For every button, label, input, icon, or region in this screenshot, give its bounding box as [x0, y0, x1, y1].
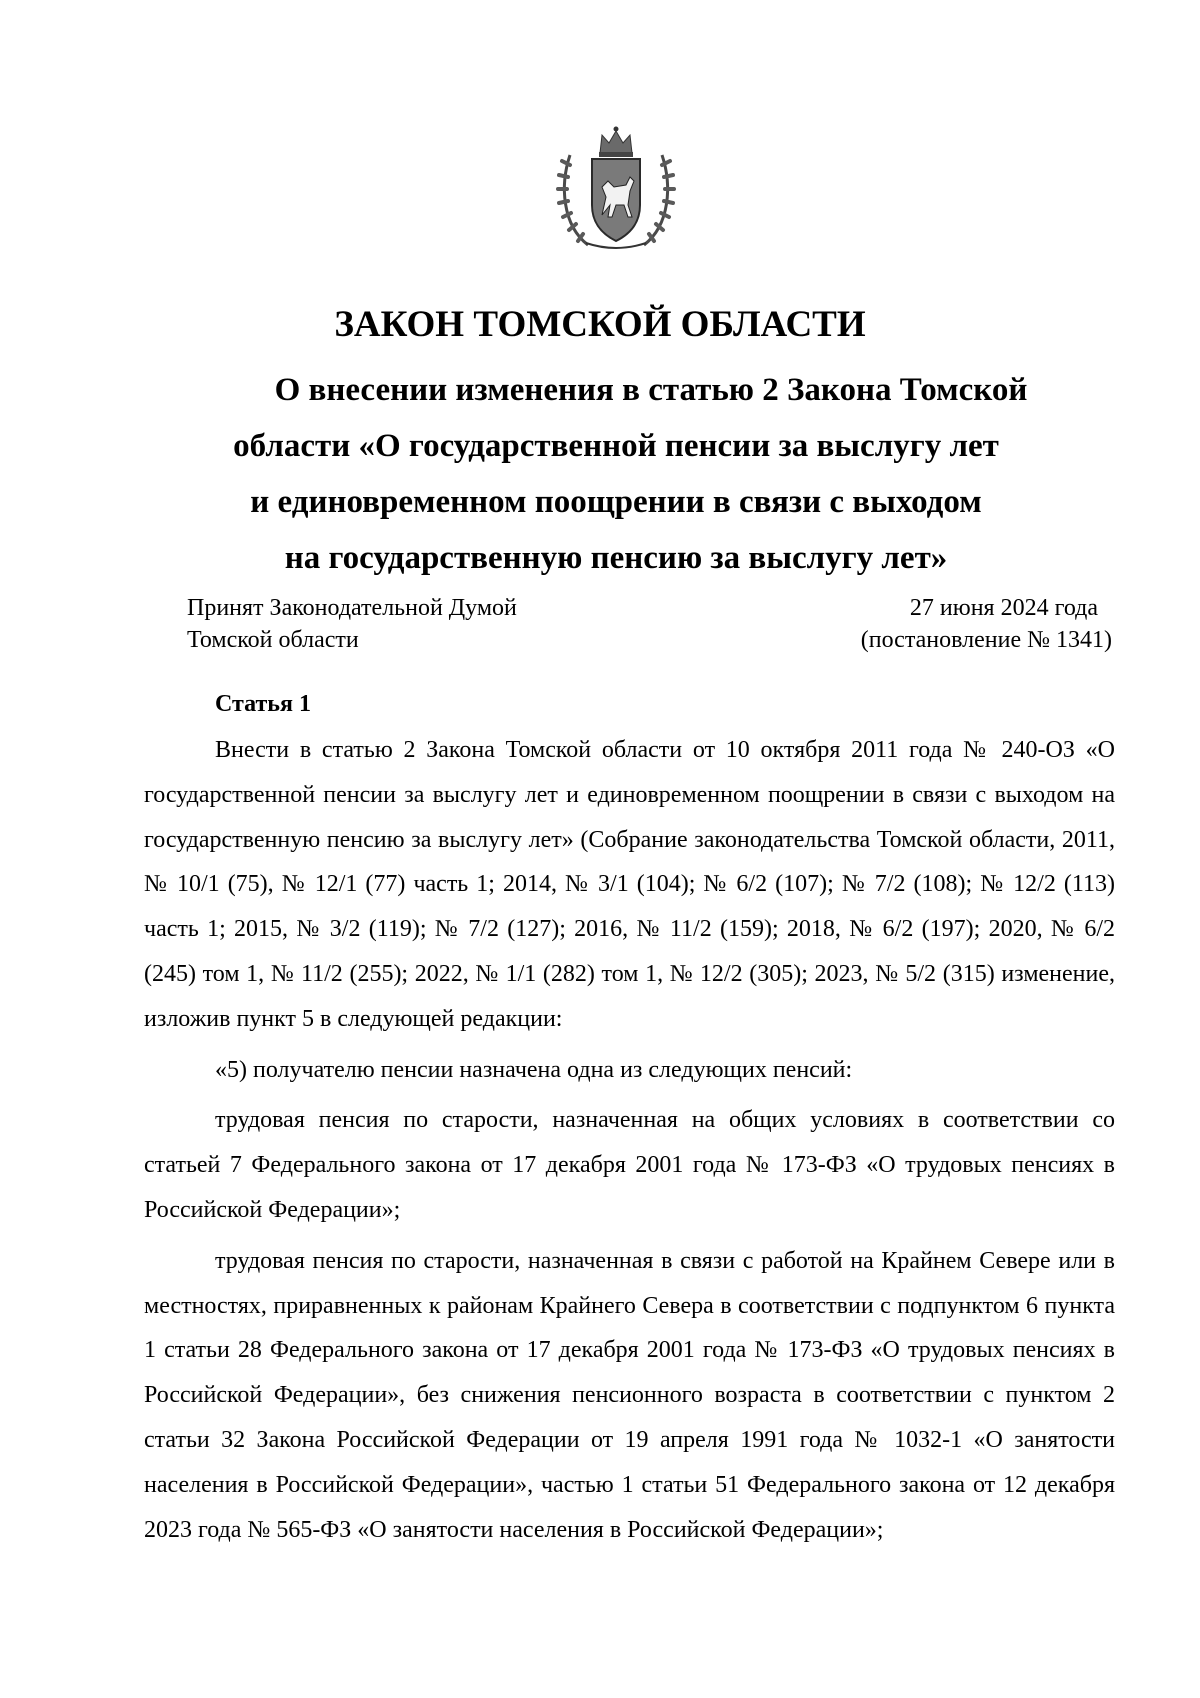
law-title: ЗАКОН ТОМСКОЙ ОБЛАСТИ — [334, 304, 866, 345]
article-body — [144, 728, 1115, 1558]
subtitle-line: области «О государственной пенсии за выслугу лет — [233, 428, 999, 464]
adoption-date: 27 июня 2024 года — [909, 595, 1098, 621]
article-paragraph: трудовая пенсия по старости, назначенная на общих условиях в соответствии со статьей 7 Федерального закона от 17 декабря 2001 года № 173-ФЗ «О трудовых пенсиях в Российской Федерации»; — [144, 1107, 1115, 1223]
article-paragraph: Внести в статью 2 Закона Томской области от 10 октября 2011 года № 240-ОЗ «О государственной пенсии за выслугу лет и единовременном поощрении в связи с выходом на государственную пенсию за выслугу лет» (Собрание законодательства Томской области, 2011, № 10/1 (75), № 12/1 (77) часть 1; 2014, № 3/1 (104); № 6/2 (107); № 7/2 (108); № 12/2 (113) часть 1; 2015, № 3/2 (119); № 7/2 (127); 2016, № 11/2 (159); 2018, № 6/2 (197); 2020, № 6/2 (245) том 1, № 11/2 (255); 2022, № 1/1 (282) том 1, № 12/2 (305); 2023, № 5/2 (315) изменение, изложив пункт 5 в следующей редакции: — [144, 737, 1115, 1032]
resolution-number: (постановление № 1341) — [860, 627, 1112, 653]
article-heading: Статья 1 — [215, 691, 311, 717]
adoption-date-block — [861, 592, 1112, 656]
article-paragraph: «5) получателю пенсии назначена одна из следующих пенсий: — [215, 1056, 853, 1083]
adopted-by-line: Принят Законодательной Думой — [187, 595, 517, 621]
adopted-by-line: Томской области — [187, 627, 359, 653]
adopted-by — [187, 592, 517, 656]
article-paragraph: трудовая пенсия по старости, назначенная в связи с работой на Крайнем Севере или в местностях, приравненных к районам Крайнего Севера в соответствии с подпунктом 6 пункта 1 статьи 28 Федерального закона от 17 декабря 2001 года № 173-ФЗ «О трудовых пенсиях в Российской Федерации», без снижения пенсионного возраста в соответствии с пунктом 2 статьи 32 Закона Российской Федерации от 19 апреля 1991 года № 1032-1 «О занятости населения в Российской Федерации», частью 1 статьи 51 Федерального закона от 12 декабря 2023 года № 565-ФЗ «О занятости населения в Российской Федерации»; — [144, 1247, 1115, 1543]
subtitle-line: на государственную пенсию за выслугу лет» — [284, 540, 948, 576]
subtitle-line: и единовременном поощрении в связи с выходом — [250, 484, 982, 520]
coat-of-arms-emblem — [556, 125, 676, 250]
subtitle-line: О внесении изменения в статью 2 Закона Томской — [274, 372, 1028, 408]
law-subtitle — [160, 362, 1072, 586]
